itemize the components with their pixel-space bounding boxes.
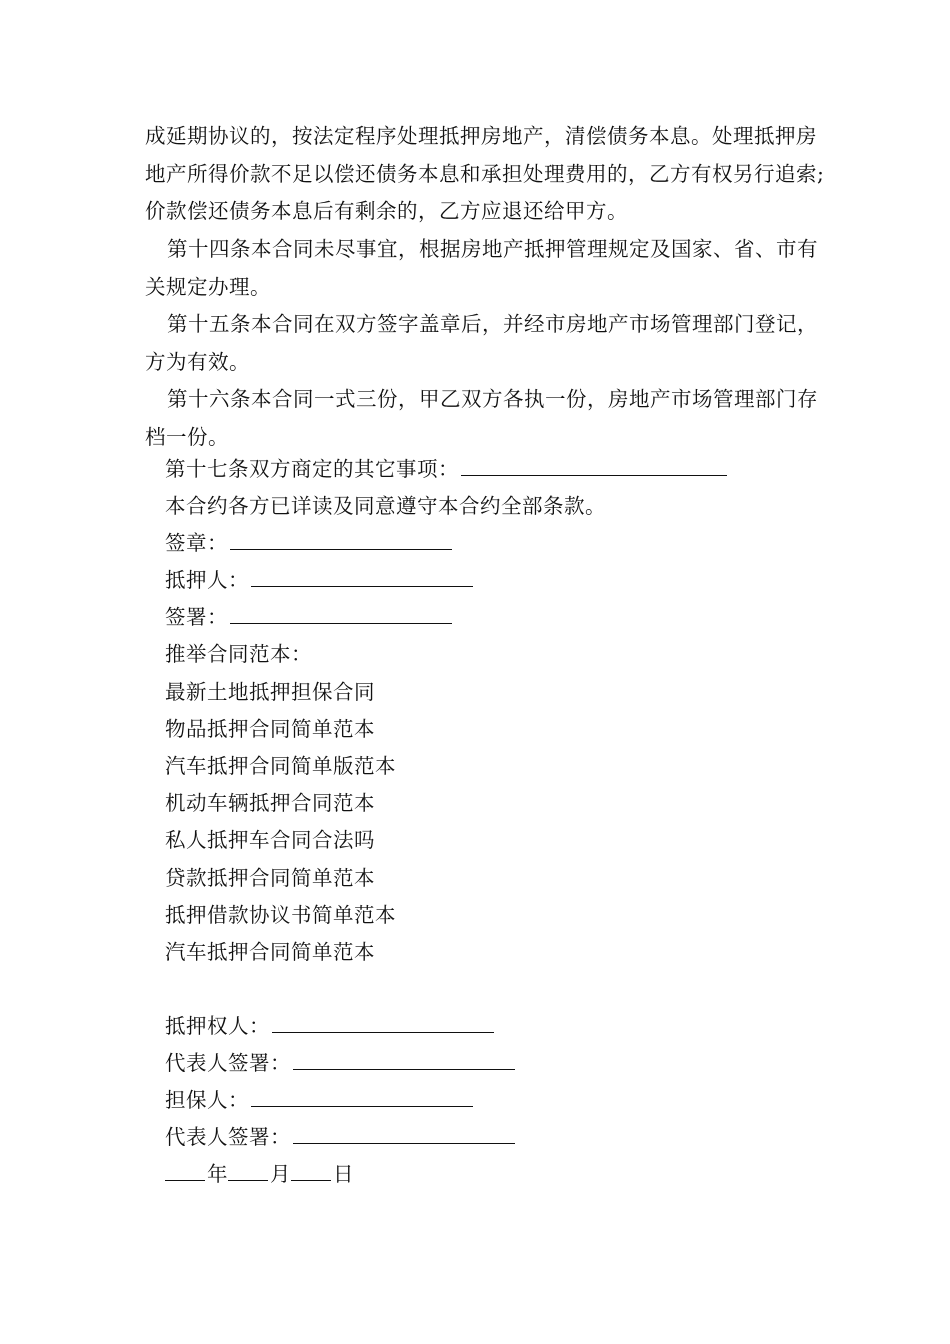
signature-label: 签署： — [165, 605, 228, 629]
clause-17-line — [165, 451, 727, 488]
representative-sign-line — [165, 1045, 515, 1082]
clause-17-blank[interactable] — [461, 455, 727, 476]
signature-line — [165, 599, 452, 636]
guarantor-line — [165, 1082, 473, 1119]
mortgagor-blank[interactable] — [251, 566, 473, 587]
recommend-item[interactable]: 私人抵押车合同合法吗 — [165, 828, 375, 852]
representative-sign-label-2: 代表人签署： — [165, 1125, 291, 1149]
recommend-item[interactable]: 汽车抵押合同简单版范本 — [165, 754, 396, 778]
representative-sign-blank-2[interactable] — [293, 1123, 515, 1144]
recommend-item[interactable]: 汽车抵押合同简单范本 — [165, 940, 375, 964]
recommend-item[interactable]: 抵押借款协议书简单范本 — [165, 903, 396, 927]
guarantor-blank[interactable] — [251, 1086, 473, 1107]
mortgagee-label: 抵押权人： — [165, 1014, 270, 1038]
recommend-title: 推举合同范本： — [165, 642, 312, 666]
mortgagee-blank[interactable] — [272, 1012, 494, 1033]
representative-sign-blank[interactable] — [293, 1049, 515, 1070]
clause-14: 第十四条本合同未尽事宜，根据房地产抵押管理规定及国家、省、市有关规定办理。 — [145, 237, 818, 299]
paragraph-continuation: 成延期协议的，按法定程序处理抵押房地产，清偿债务本息。处理抵押房地产所得价款不足以偿还债务本息和承担处理费用的，乙方有权另行追索;价款偿还债务本息后有剩余的，乙方应退还给甲方。 — [145, 124, 825, 223]
seal-label: 签章： — [165, 531, 228, 555]
day-label: 日 — [333, 1162, 354, 1186]
agreement-statement: 本合约各方已详读及同意遵守本合约全部条款。 — [165, 494, 606, 518]
mortgagee-line — [165, 1008, 494, 1045]
guarantor-label: 担保人： — [165, 1088, 249, 1112]
signature-blank[interactable] — [230, 603, 452, 624]
mortgagor-label: 抵押人： — [165, 568, 249, 592]
representative-sign-label: 代表人签署： — [165, 1051, 291, 1075]
day-blank[interactable] — [291, 1160, 331, 1181]
seal-line — [165, 525, 452, 562]
recommend-item[interactable]: 物品抵押合同简单范本 — [165, 717, 375, 741]
year-label: 年 — [207, 1162, 228, 1186]
year-blank[interactable] — [165, 1160, 205, 1181]
month-label: 月 — [270, 1162, 291, 1186]
month-blank[interactable] — [228, 1160, 268, 1181]
date-line — [165, 1156, 354, 1193]
clause-16: 第十六条本合同一式三份，甲乙双方各执一份，房地产市场管理部门存档一份。 — [145, 387, 818, 449]
mortgagor-line — [165, 562, 473, 599]
recommend-item[interactable]: 机动车辆抵押合同范本 — [165, 791, 375, 815]
recommend-item[interactable]: 最新土地抵押担保合同 — [165, 680, 375, 704]
clause-17-label: 第十七条双方商定的其它事项： — [165, 457, 459, 481]
representative-sign-line-2 — [165, 1119, 515, 1156]
recommend-item[interactable]: 贷款抵押合同简单范本 — [165, 866, 375, 890]
seal-blank[interactable] — [230, 529, 452, 550]
clause-15: 第十五条本合同在双方签字盖章后，并经市房地产市场管理部门登记，方为有效。 — [145, 312, 818, 374]
